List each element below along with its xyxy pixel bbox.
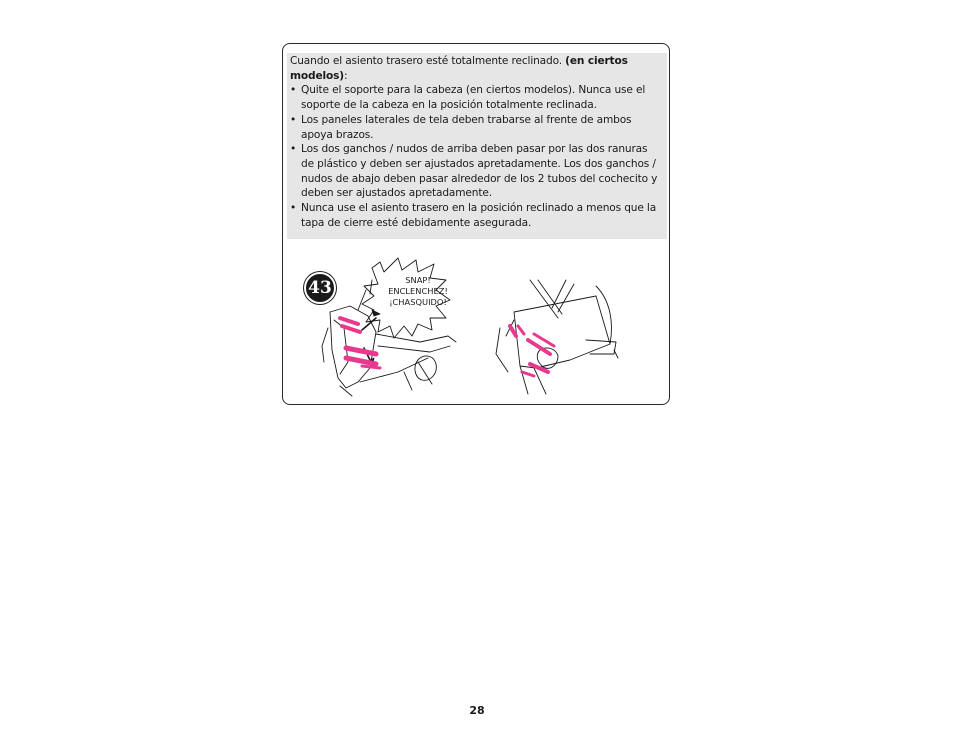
bullet-glyph: • (290, 113, 297, 126)
intro-text: Cuando el asiento trasero esté totalmente reclinado. (290, 55, 566, 67)
right-stroller-drawing (496, 280, 618, 394)
bullet-text: Los dos ganchos / nudos de arriba deben pasar por las dos ranuras de plástico y deben ser ajustados apretadamente. Los dos ganchos / nudos de abajo deben pasar alrededor de los 2 tubos del cochecito y deben ser ajustados apretadamente. (301, 143, 658, 200)
callout-line: SNAP! (405, 275, 431, 285)
callout-line: ENCLENCHEZ! (388, 286, 448, 296)
bullet-glyph: • (290, 84, 297, 97)
intro-suffix: : (343, 69, 348, 82)
step-number-badge: 43 (304, 272, 336, 304)
callout-line: ¡CHASQUIDO! (389, 297, 447, 307)
list-item (290, 201, 661, 230)
page-number: 28 (469, 704, 485, 717)
bullet-text: Quite el soporte para la cabeza (en ciertos modelos). Nunca use el soporte de la cabeza en la posición totalmente reclinada. (301, 84, 646, 112)
bullet-list (290, 83, 661, 230)
list-item (290, 83, 661, 112)
list-item (290, 113, 661, 142)
bullet-text: Nunca use el asiento trasero en la posición reclinado a menos que la tapa de cierre esté debidamente asegurada. (301, 202, 657, 229)
illustration (300, 250, 640, 400)
bullet-glyph: • (290, 143, 297, 156)
bullet-glyph: • (290, 202, 297, 215)
list-item (290, 142, 661, 201)
intro-paragraph (290, 54, 661, 83)
intro-bold: (en ciertos modelos) (290, 55, 628, 82)
snap-callout-text (378, 275, 458, 308)
bullet-text: Los paneles laterales de tela deben trabarse al frente de ambos apoya brazos. (301, 113, 632, 141)
instruction-text-box (287, 53, 667, 239)
